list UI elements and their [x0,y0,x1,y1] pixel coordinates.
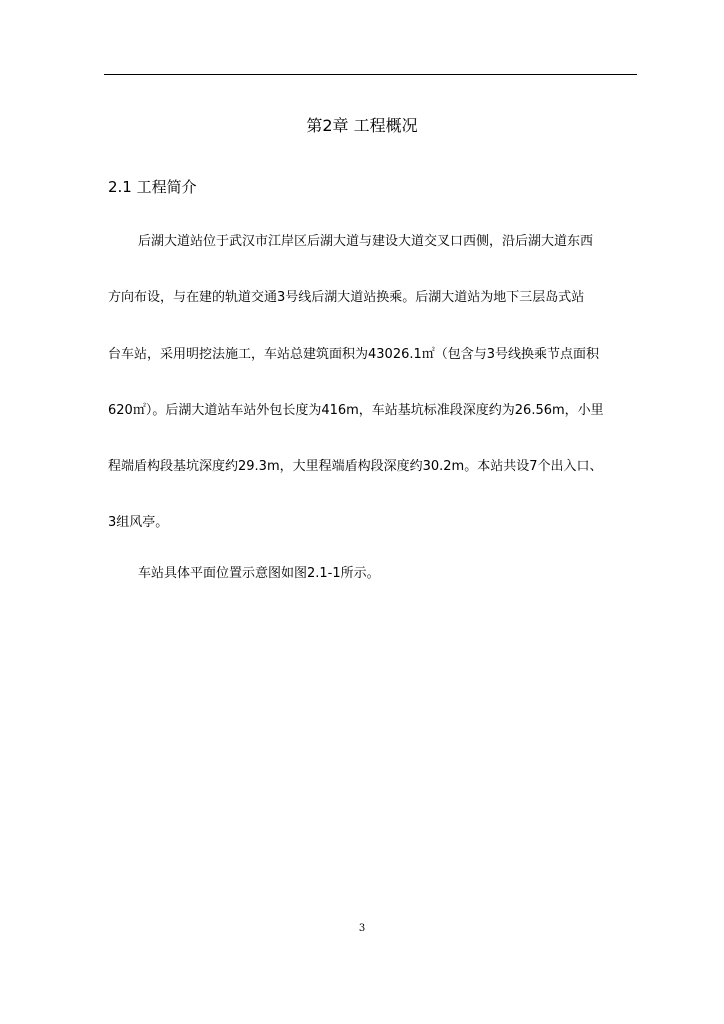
body-line: 后湖大道站位于武汉市江岸区后湖大道与建设大道交叉口西侧，沿后湖大道东西 [138,234,594,249]
header-rule [104,74,637,75]
page-number: 3 [358,923,366,934]
body-line: 程端盾构段基坑深度约29.3m，大里程端盾构段深度约30.2m。本站共设7个出入口、 [108,459,603,474]
chapter-title: 第2章 工程概况 [306,116,418,135]
section-heading: 2.1 工程简介 [108,178,197,196]
body-line: 3组风亭。 [108,515,169,530]
figure-reference-paragraph: 车站具体平面位置示意图如图2.1-1所示。 [138,566,380,581]
body-line: 620㎡）。后湖大道站车站外包长度为416m，车站基坑标准段深度约为26.56m，小里 [108,403,604,418]
body-line: 方向布设，与在建的轨道交通3号线后湖大道站换乘。后湖大道站为地下三层岛式站 [108,290,585,305]
body-line: 台车站，采用明挖法施工，车站总建筑面积为43026.1㎡（包含与3号线换乘节点面积 [108,347,600,362]
